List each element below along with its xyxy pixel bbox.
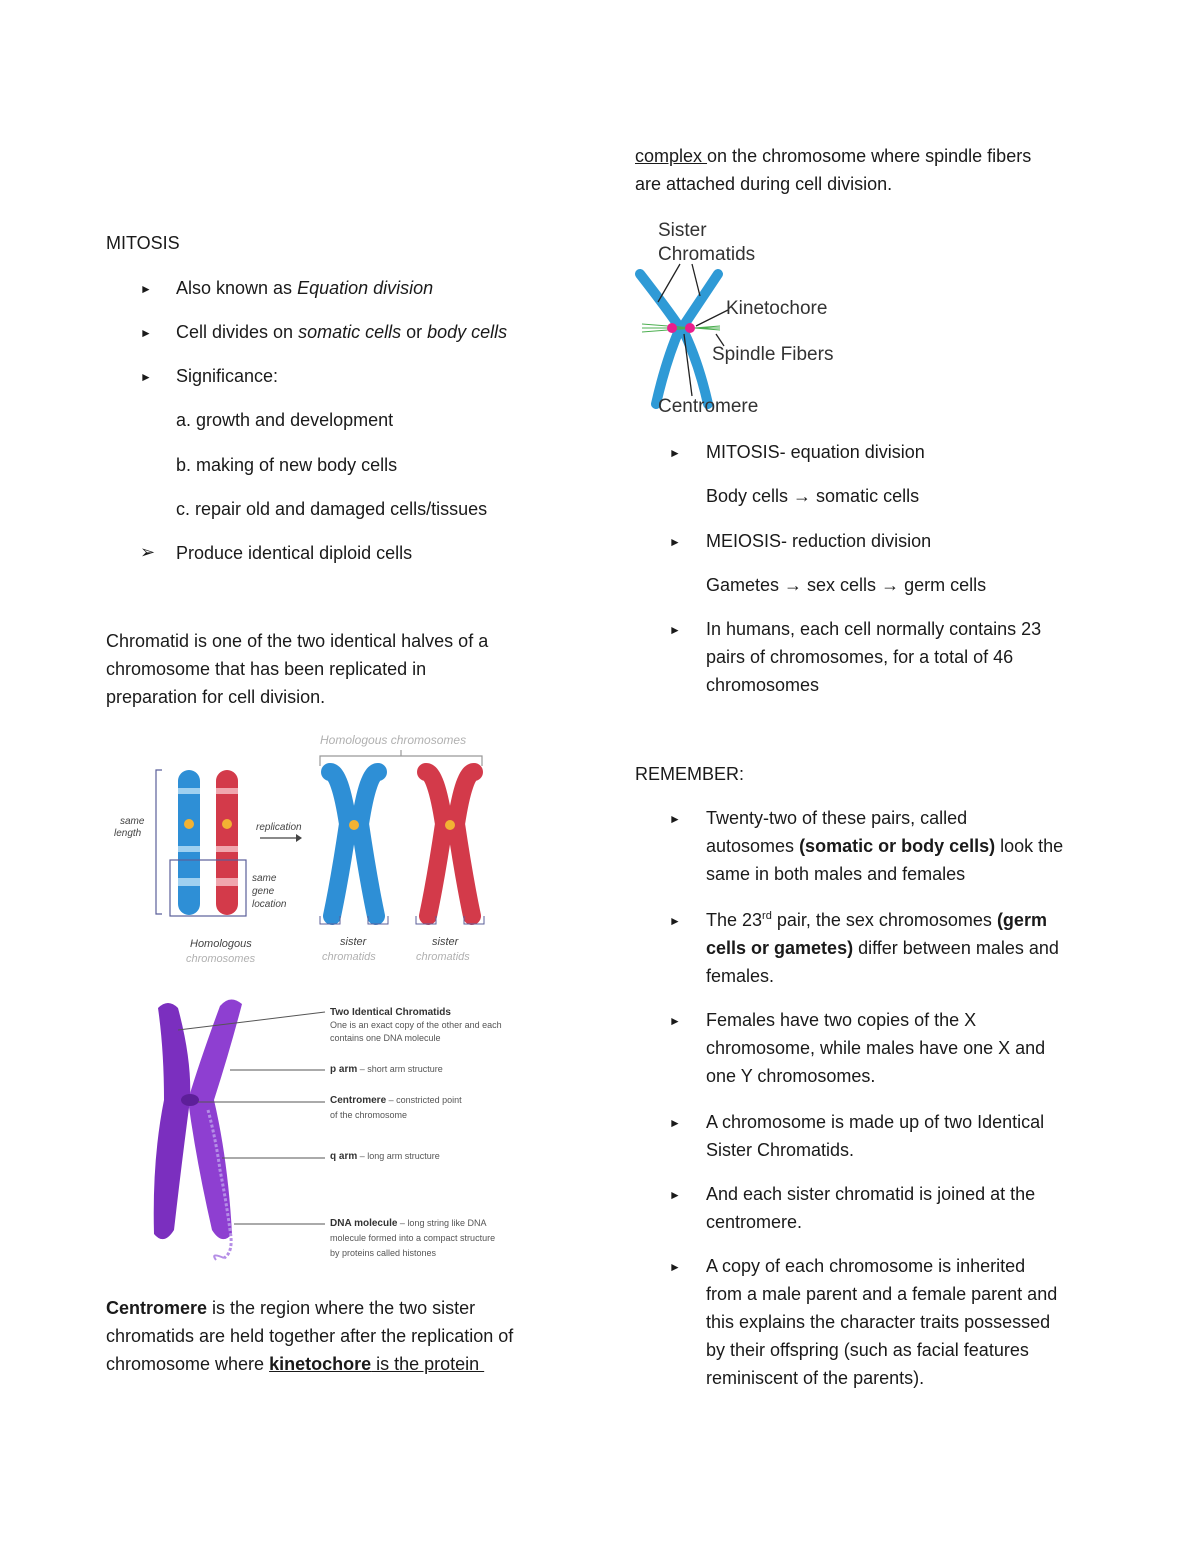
centromere-dot <box>222 819 232 829</box>
svg-text:by proteins called histones: by proteins called histones <box>330 1248 437 1258</box>
bullet-inheritance-cont: reminiscent of the parents). <box>706 1368 925 1388</box>
bullet-inheritance: A copy of each chromosome is inherited <box>706 1256 1026 1276</box>
kinetochore-dot <box>685 323 695 333</box>
svg-text:chromosomes: chromosomes <box>186 953 256 965</box>
sublist-item: c. repair old and damaged cells/tissues <box>176 499 488 519</box>
remember-heading: REMEMBER: <box>635 764 745 784</box>
bullet-inheritance-cont: from a male parent and a female parent and <box>706 1284 1058 1304</box>
bullet-humans-chromosomes: In humans, each cell normally contains 23 <box>706 619 1042 639</box>
fig1-top-label: Homologous chromosomes <box>320 733 467 747</box>
bullet-females-males: Females have two copies of the X <box>706 1010 977 1030</box>
fig1-sister-chromatids: sister <box>340 936 367 948</box>
fig1-replication: replication <box>256 822 302 833</box>
blue-x-chromosome <box>640 274 718 404</box>
bullet-sex-chromosomes-cont: cells or gametes) differ between males and <box>706 938 1059 958</box>
arrow-right-icon: → <box>881 575 900 595</box>
svg-text:One is an exact copy of the ot: One is an exact copy of the other and each <box>330 1020 502 1030</box>
bullet-sister-joined: And each sister chromatid is joined at the <box>706 1184 1036 1204</box>
fig1-homologous: Homologous <box>190 938 252 950</box>
bullet-icon: ► <box>669 446 681 460</box>
chromatid-definition-line: chromosome that has been replicated in <box>106 659 427 679</box>
sublist-item: b. making of new body cells <box>176 455 398 475</box>
bullet-icon: ► <box>140 326 152 340</box>
bullet-chromosome-made-of-cont: Sister Chromatids. <box>706 1140 855 1160</box>
bullet-females-males-cont: chromosome, while males have one X and <box>706 1038 1046 1058</box>
centromere-definition-line: chromosome where kinetochore is the protein <box>106 1354 485 1374</box>
bullet-humans-chromosomes-cont: chromosomes <box>706 675 820 695</box>
bullet-icon: ► <box>669 1260 681 1274</box>
kinetochore-dot <box>667 323 677 333</box>
chromatid-definition-line: Chromatid is one of the two identical halves of a <box>106 631 489 651</box>
bullet-sister-joined-cont: centromere. <box>706 1212 803 1232</box>
fig3-label-spindle: Spindle Fibers <box>712 344 834 365</box>
bullet-mitosis-equation: MITOSIS- equation division <box>706 442 925 462</box>
centromere-definition-line: Centromere is the region where the two sister <box>106 1298 476 1318</box>
bullet-humans-chromosomes-cont: pairs of chromosomes, for a total of 46 <box>706 647 1014 667</box>
arrow-right-icon: → <box>784 575 803 595</box>
bullet-autosomes: Twenty-two of these pairs, called <box>706 808 968 828</box>
arrow-right-icon: → <box>793 486 812 506</box>
bullet-sex-chromosomes: The 23rd pair, the sex chromosomes (germ <box>706 910 1047 930</box>
svg-text:molecule formed into a compact: molecule formed into a compact structure <box>330 1233 496 1243</box>
body-cells-line: Body cells → somatic cells <box>706 486 920 506</box>
svg-text:of the chromosome: of the chromosome <box>330 1110 408 1120</box>
gametes-line: Gametes → sex cells → germ cells <box>706 575 987 595</box>
fig3-label-chromatids: Chromatids <box>658 244 756 265</box>
bullet-icon: ► <box>669 623 681 637</box>
bullet-identical-diploid: Produce identical diploid cells <box>176 543 413 563</box>
bullet-females-males-cont: one Y chromosomes. <box>706 1066 876 1086</box>
bullet-inheritance-cont: by their offspring (such as facial features <box>706 1340 1029 1360</box>
bullet-meiosis-reduction: MEIOSIS- reduction division <box>706 531 932 551</box>
section-heading-mitosis: MITOSIS <box>106 233 180 253</box>
fig2-label-centromere: Centromere – constricted point <box>330 1095 462 1106</box>
arrow-bullet-icon: ➢ <box>140 542 156 562</box>
fig3-label-kinetochore: Kinetochore <box>726 298 828 319</box>
bullet-chromosome-made-of: A chromosome is made up of two Identical <box>706 1112 1045 1132</box>
fig2-label-p-arm: p arm – short arm structure <box>330 1064 443 1075</box>
fig1-same-gene: same <box>252 873 277 884</box>
centromere-definition-line: chromatids are held together after the replication of <box>106 1326 514 1346</box>
svg-text:chromatids: chromatids <box>416 951 470 963</box>
fig2-label-dna: DNA molecule – long string like DNA <box>330 1218 487 1229</box>
svg-text:contains one DNA molecule: contains one DNA molecule <box>330 1033 441 1043</box>
bullet-autosomes-cont: same in both males and females <box>706 864 966 884</box>
sister-chromatids-figure <box>628 210 848 422</box>
svg-text:length: length <box>114 828 142 839</box>
fig1-sister-chromatids: sister <box>432 936 459 948</box>
bullet-icon: ► <box>669 914 681 928</box>
bullet-significance: Significance: <box>176 366 279 386</box>
bullet-autosomes-cont: autosomes (somatic or body cells) look the <box>706 836 1064 856</box>
kinetochore-continuation-line: complex on the chromosome where spindle fibers <box>635 146 1032 166</box>
bullet-icon: ► <box>140 370 152 384</box>
bullet-icon: ► <box>669 535 681 549</box>
fig3-label-sister: Sister <box>658 220 707 241</box>
bullet-icon: ► <box>669 1188 681 1202</box>
fig2-label-q-arm: q arm – long arm structure <box>330 1151 440 1162</box>
bullet-icon: ► <box>669 1116 681 1130</box>
bullet-inheritance-cont: this explains the character traits possessed <box>706 1312 1051 1332</box>
homologous-chromosomes-figure <box>110 728 510 968</box>
svg-text:location: location <box>252 899 287 910</box>
fig1-same-length: same <box>120 816 145 827</box>
chromosome-structure-figure <box>130 990 530 1265</box>
bullet-somatic-cells: Cell divides on somatic cells or body cells <box>176 322 508 342</box>
chromatid-definition-line: preparation for cell division. <box>106 687 326 707</box>
bullet-icon: ► <box>669 812 681 826</box>
fig3-label-centromere: Centromere <box>658 396 759 417</box>
bullet-icon: ► <box>669 1014 681 1028</box>
bullet-sex-chromosomes-cont: females. <box>706 966 775 986</box>
fig2-label-two-chromatids: Two Identical Chromatids <box>330 1007 451 1018</box>
sublist-item: a. growth and development <box>176 410 394 430</box>
bullet-icon: ► <box>140 282 152 296</box>
bullet-equation-division: Also known as Equation division <box>176 278 434 298</box>
kinetochore-continuation-line: are attached during cell division. <box>635 174 893 194</box>
centromere-dot <box>184 819 194 829</box>
svg-text:chromatids: chromatids <box>322 951 376 963</box>
svg-text:gene: gene <box>252 886 275 897</box>
